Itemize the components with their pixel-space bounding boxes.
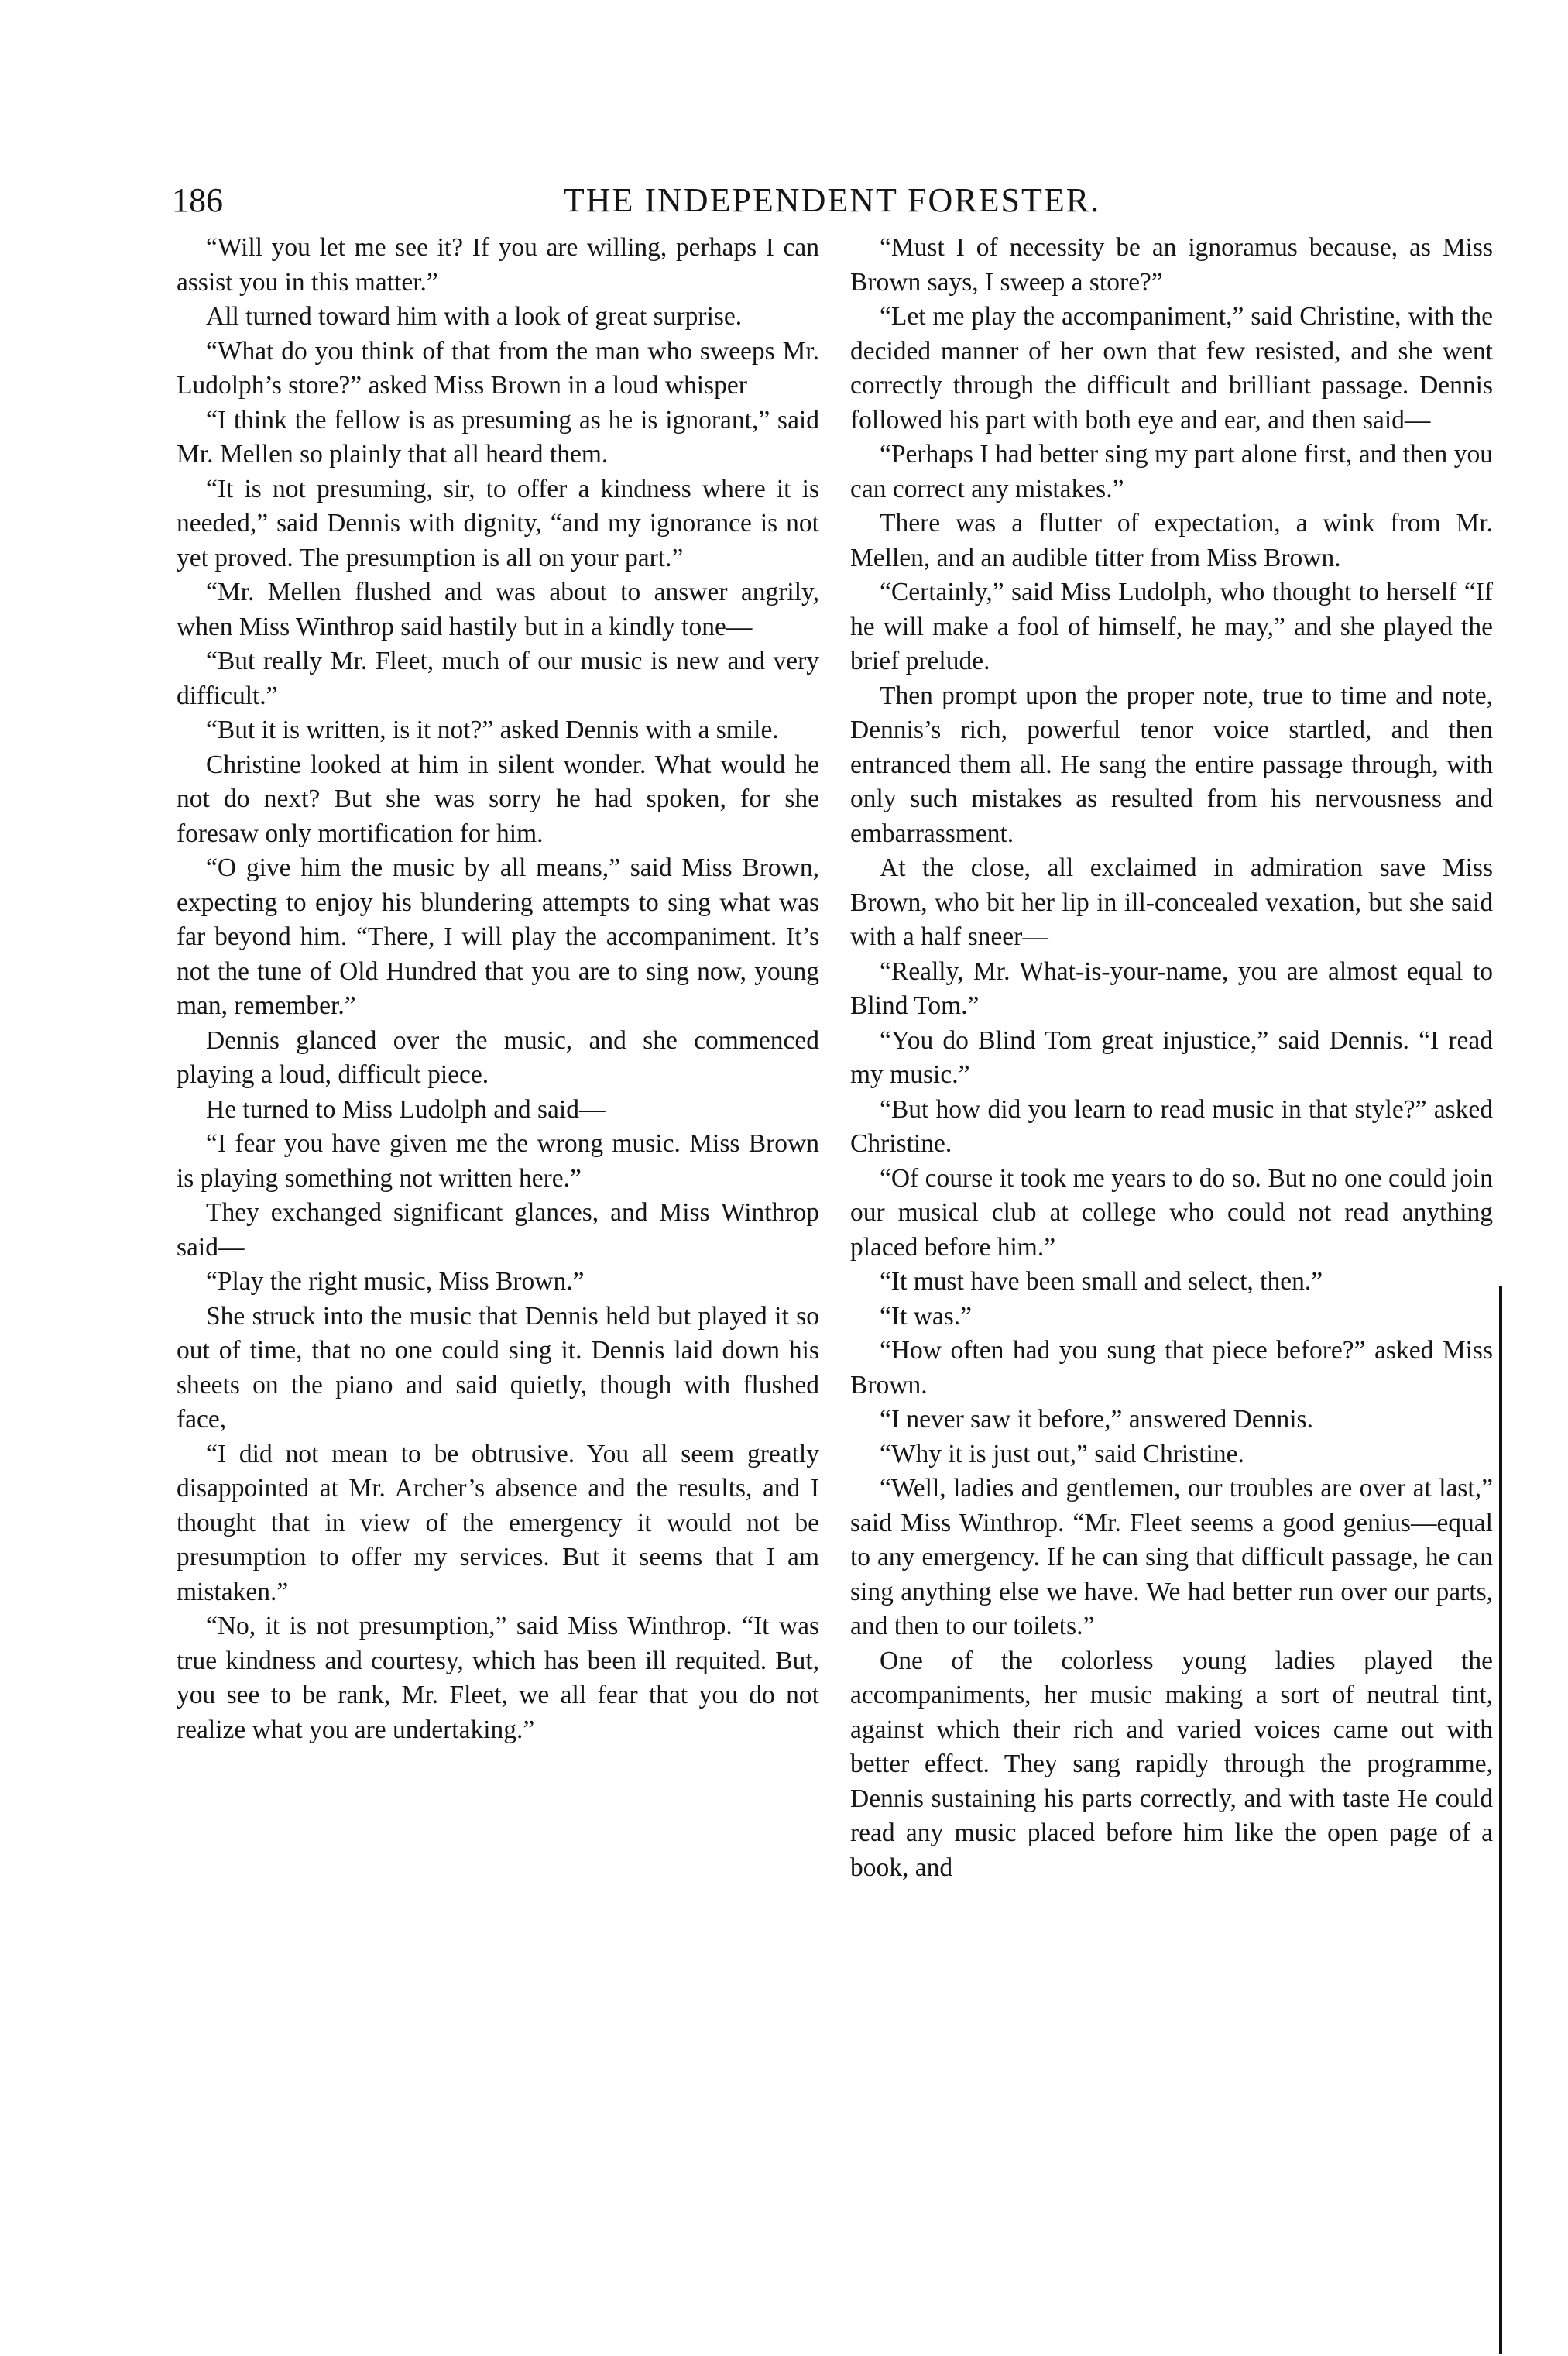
- paragraph: “But it is written, is it not?” asked Dennis with a smile.: [206, 716, 779, 744]
- paragraph: “Let me play the accompaniment,” said Christine, with the decided manner of her own that few resisted, and she went correctly through the difficult and brilliant passage. Dennis followed his part with both eye and ear, and then said—: [850, 302, 1493, 434]
- paragraph: “Will you let me see it? If you are willing, perhaps I can assist you in this matter.”: [177, 233, 819, 297]
- paragraph: “Of course it took me years to do so. But no one could join our musical club at college who could not read anything placed before him.”: [850, 1163, 1493, 1262]
- paragraph: He turned to Miss Ludolph and said—: [206, 1094, 606, 1124]
- paragraph: “Mr. Mellen flushed and was about to answer angrily, when Miss Winthrop said hastily but in a kindly tone—: [177, 578, 819, 641]
- paragraph: Dennis glanced over the music, and she commenced playing a loud, difficult piece.: [177, 1025, 819, 1089]
- paragraph: One of the colorless young ladies played the accompaniments, her music making a sort of neutral tint, against which their rich and varied voices came out with better effect. They sang rapidly through the programme, Dennis sustaining his parts correctly, and with taste He could read any music placed before him like the open page of a book, and: [850, 1646, 1493, 1882]
- paragraph: “Perhaps I had better sing my part alone first, and then you can correct any mistakes.”: [850, 440, 1493, 503]
- paragraph: “What do you think of that from the man who sweeps Mr. Ludolph’s store?” asked Miss Brown in a loud whisper: [177, 336, 819, 400]
- paragraph: Then prompt upon the proper note, true to time and note, Dennis’s rich, powerful tenor voice startled, and then entranced them all. He sang the entire passage through, with only such mistakes as resulted from his nervousness and embarrassment.: [850, 681, 1493, 848]
- paragraph: “It was.”: [880, 1301, 973, 1331]
- paragraph: “Must I of necessity be an ignoramus because, as Miss Brown says, I sweep a store?”: [850, 233, 1493, 297]
- paragraph: “No, it is not presumption,” said Miss Winthrop. “It was true kindness and courtesy, which has been ill requited. But, you see to be rank, Mr. Fleet, we all fear that you do not realize what you are undertaking.”: [177, 1612, 819, 1744]
- paragraph: “But how did you learn to read music in that style?” asked Christine.: [850, 1094, 1493, 1158]
- paragraph: “It is not presuming, sir, to offer a kindness where it is needed,” said Dennis with dignity, “and my ignorance is not yet proved. The presumption is all on your part.”: [177, 474, 819, 572]
- right-text-column: [850, 231, 1493, 1885]
- running-title: THE INDEPENDENT FORESTER.: [563, 181, 1101, 219]
- paragraph: They exchanged significant glances, and Miss Winthrop said—: [177, 1198, 819, 1262]
- page-number: 186: [172, 181, 223, 219]
- paragraph: “Really, Mr. What-is-your-name, you are almost equal to Blind Tom.”: [850, 956, 1493, 1020]
- paragraph: “O give him the music by all means,” said Miss Brown, expecting to enjoy his blundering attempts to sing what was far beyond him. “There, I will play the accompaniment. It’s not the tune of Old Hundred that you are to sing now, young man, remember.”: [177, 853, 819, 1020]
- paragraph: At the close, all exclaimed in admiration save Miss Brown, who bit her lip in ill-concealed vexation, but she said with a half sneer—: [850, 853, 1493, 951]
- paragraph: There was a flutter of expectation, a wink from Mr. Mellen, and an audible titter from Miss Brown.: [850, 509, 1493, 572]
- paragraph: “It must have been small and select, then.”: [880, 1267, 1323, 1296]
- paragraph: “I fear you have given me the wrong music. Miss Brown is playing something not written here.”: [177, 1129, 819, 1193]
- paragraph: She struck into the music that Dennis held but played it so out of time, that no one could sing it. Dennis laid down his sheets on the piano and said quietly, though with flushed face,: [177, 1301, 819, 1434]
- page-header: [172, 173, 1492, 228]
- paragraph: “Certainly,” said Miss Ludolph, who thought to herself “If he will make a fool of himself, he may,” and she played the brief prelude.: [850, 578, 1493, 675]
- paragraph: Christine looked at him in silent wonder. What would he not do next? But she was sorry he had spoken, for she foresaw only mortification for him.: [177, 750, 819, 848]
- paragraph: “I think the fellow is as presuming as he is ignorant,” said Mr. Mellen so plainly that all heard them.: [177, 405, 819, 469]
- paragraph: “But really Mr. Fleet, much of our music is new and very difficult.”: [177, 647, 819, 710]
- paragraph: “Well, ladies and gentlemen, our troubles are over at last,” said Miss Winthrop. “Mr. Fleet seems a good genius—equal to any emergency. If he can sing that difficult passage, he can sing anything else we have. We had better run over our parts, and then to our toilets.”: [850, 1474, 1493, 1640]
- margin-rule: [1499, 1286, 1502, 2354]
- paragraph: “Why it is just out,” said Christine.: [880, 1439, 1244, 1468]
- paragraph: “How often had you sung that piece before?” asked Miss Brown.: [850, 1336, 1493, 1400]
- paragraph: “Play the right music, Miss Brown.”: [206, 1267, 585, 1296]
- paragraph: “You do Blind Tom great injustice,” said Dennis. “I read my music.”: [850, 1025, 1493, 1089]
- paragraph: All turned toward him with a look of great surprise.: [206, 302, 743, 331]
- left-text-column: [177, 231, 819, 1747]
- paragraph: “I did not mean to be obtrusive. You all seem greatly disappointed at Mr. Archer’s absence and the results, and I thought that in view of the emergency it would not be presumption to offer my services. But it seems that I am mistaken.”: [177, 1439, 819, 1606]
- paragraph: “I never saw it before,” answered Dennis.: [880, 1405, 1313, 1434]
